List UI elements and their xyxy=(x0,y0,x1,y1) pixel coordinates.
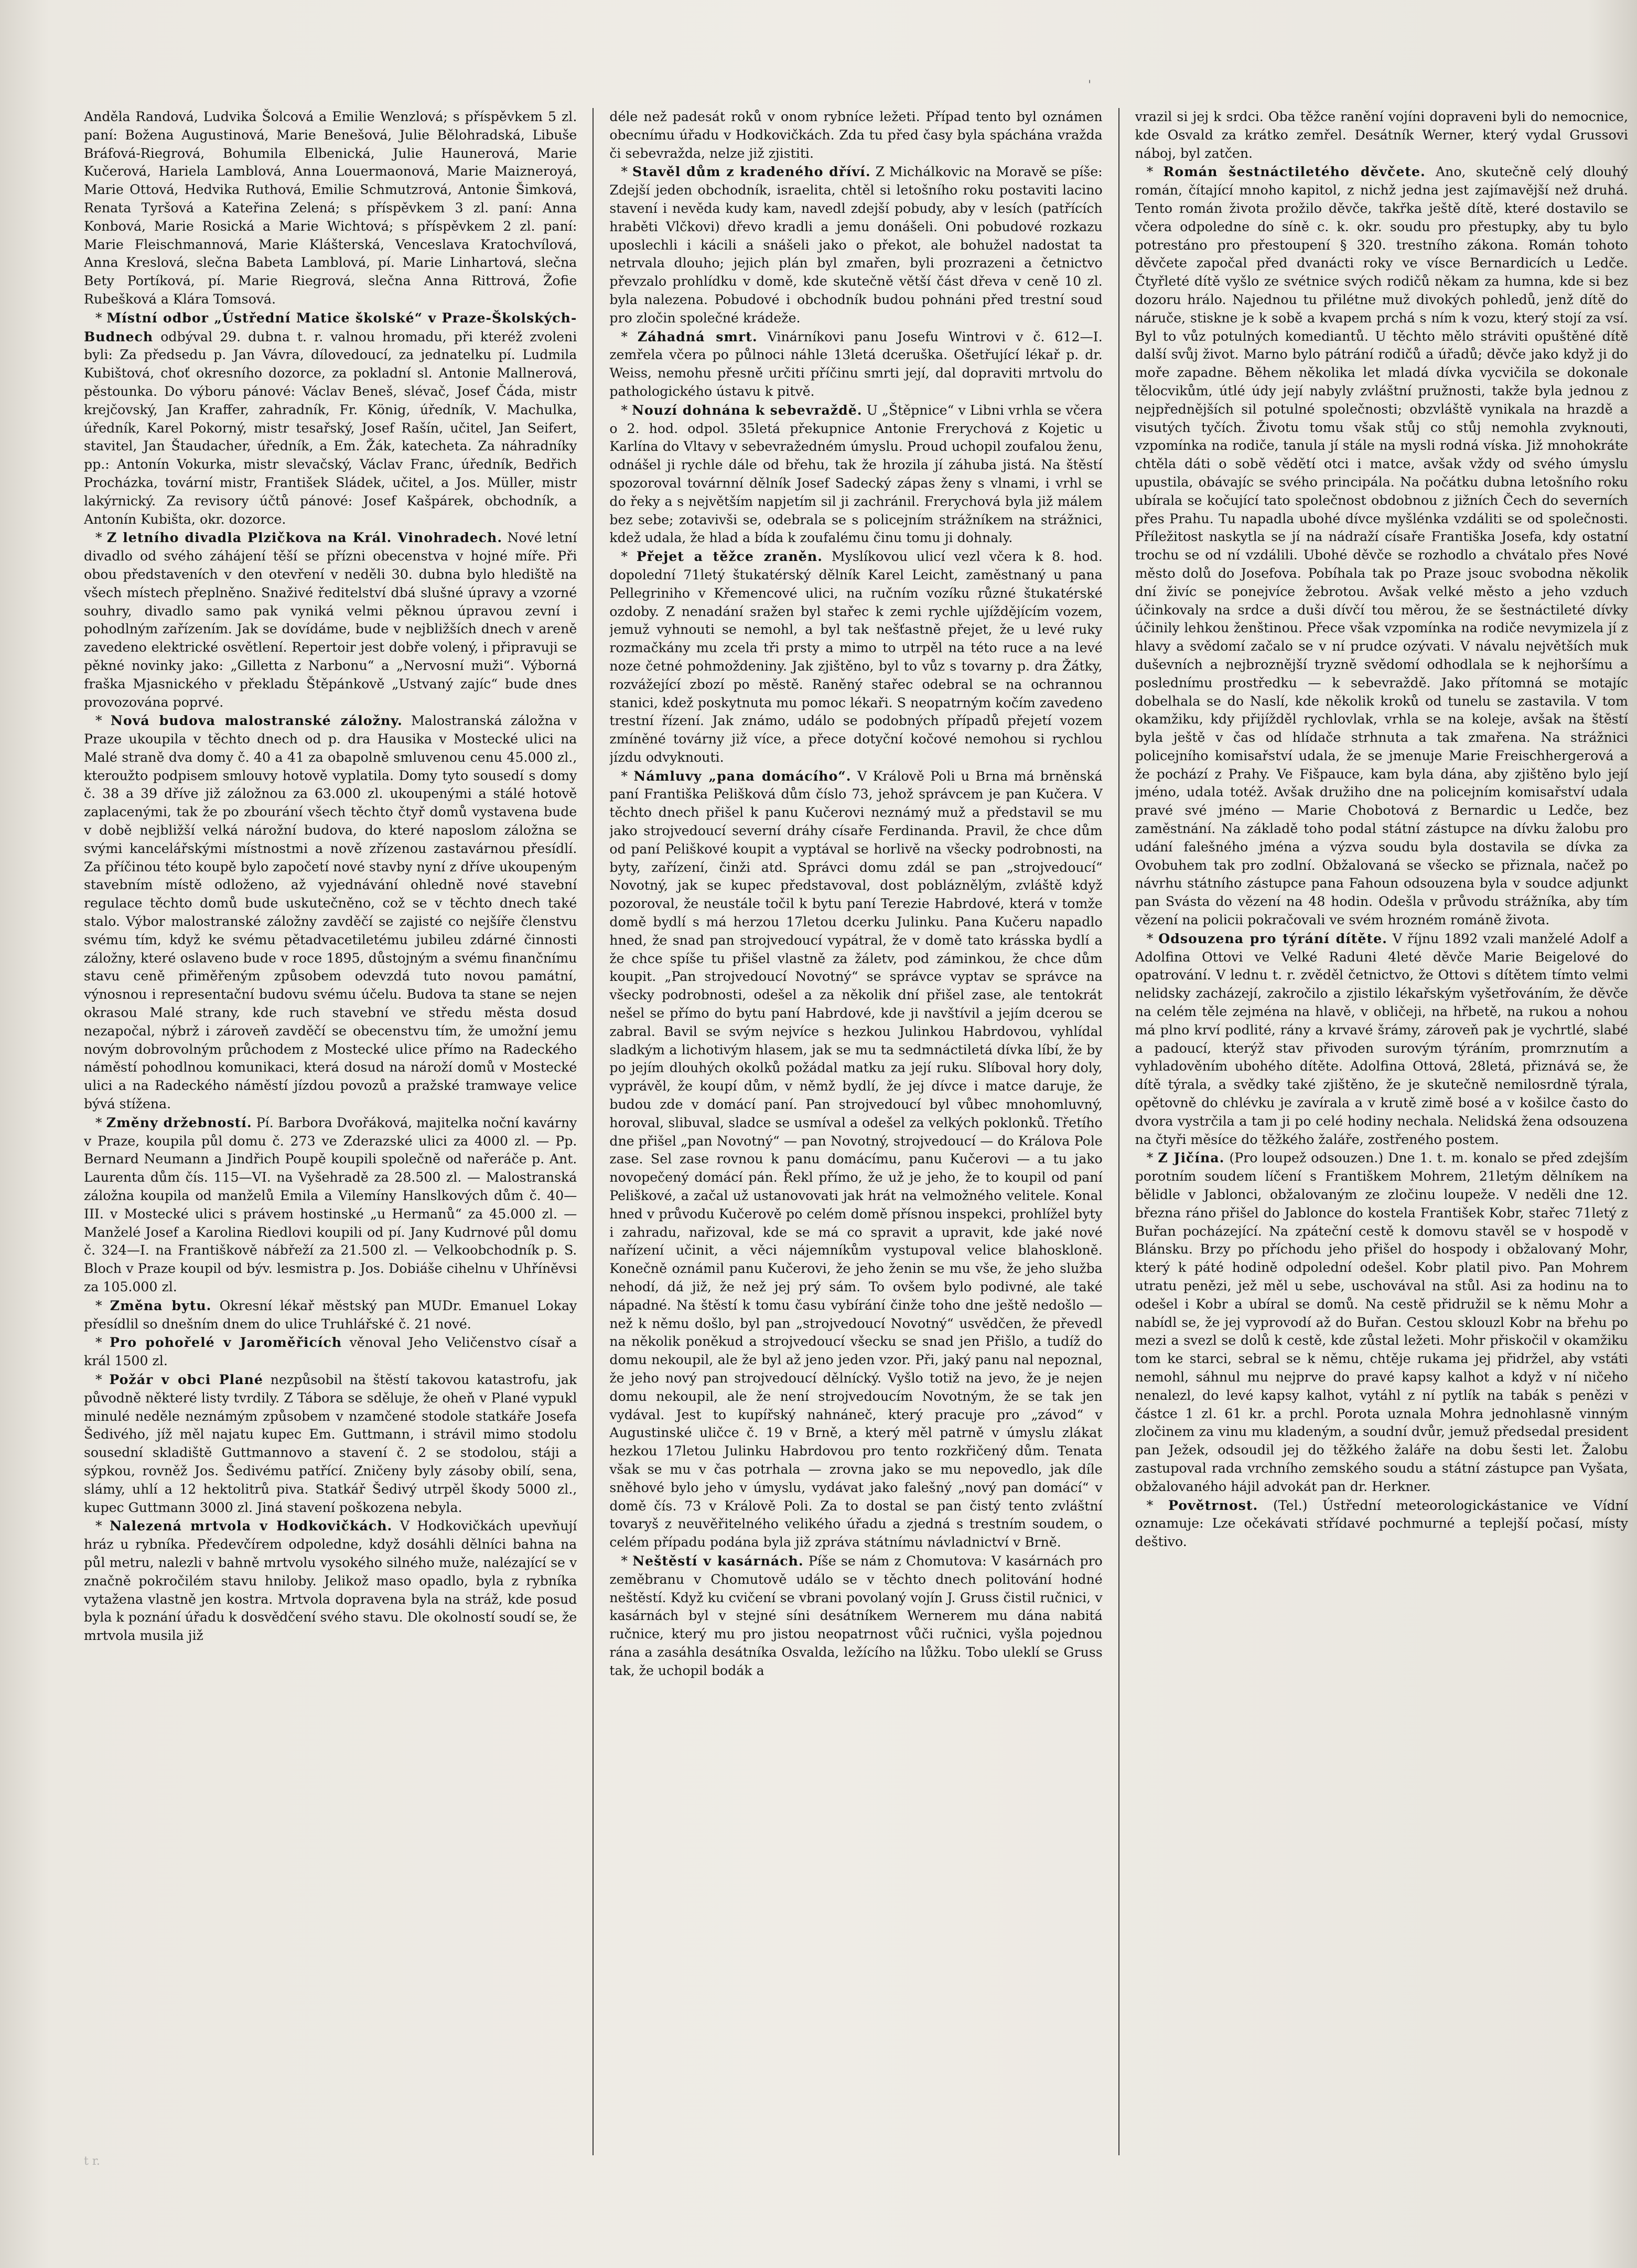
article-bullet: * xyxy=(95,713,111,729)
article-text: (Tel.) Ústřední meteorologickástanice ve Vídní oznamuje: Lze očekávati střídavé pochmurné a teplejší počasí, místy deštivo. xyxy=(1135,1497,1628,1550)
article-text: Vinárníkovi panu Josefu Wintrovi v č. 612—I. zemřela včera po půlnoci náhle 13letá dceruška. Ošetřující lékař p. dr. Weiss, nemohu přesně určiti příčinu smrti její, dal dopraviti mrtvolu do pathologického ústavu k pitvě. xyxy=(609,329,1103,399)
article-heading: Nová budova malostranské záložny. xyxy=(110,712,403,729)
article-paragraph xyxy=(609,163,1102,327)
article-text: Anděla Randová, Ludvika Šolcová a Emilie Wenzlová; s příspěvkem 5 zl. paní: Božena Augustinová, Marie Benešová, Julie Bělohradská, Libuše Bráfová-Riegrová, Bohumila Elbenická, Julie Haunerová, Marie Kučerová, Hariela Lamblová, Anna Louermaonová, Marie Maizneroyá, Marie Ottová, Hedvika Ruthová, Emilie Schmutzrová, Antonie Šimková, Renata Tyršová a Kateřina Zelená; s příspěvkem 3 zl. paní: Anna Konbová, Marie Rosická a Marie Wichtová; s příspěvkem 2 zl. paní: Marie Fleischmannová, Marie Klášterská, Venceslava Kratochvílová, Anna Kreslová, slečna Babeta Lamblová, pí. Marie Linhartová, slečna Bety Portíková, pí. Marie Riegrová, slečna Anna Rittrová, Žofie Rubešková a Klára Tomsová. xyxy=(84,109,577,307)
article-text: Pí. Barbora Dvořáková, majitelka noční kavárny v Praze, koupila půl domu č. 273 ve Zderazské ulici za 4000 zl. — Pp. Bernard Neumann a Jindřich Poupě koupili společně od nařeráče p. Ant. Laurenta dům čís. 115—VI. na Vyšehradě za 28.500 zl. — Malostranská záložna koupila od manželů Emila a Vilemíny Hanslkových dům č. 40—III. v Mostecké ulici s právem hostinské „u Hermanů“ za 45.000 zl. — Manželé Josef a Karolina Riedlovi koupili od pí. Jany Kudrnové půl domu č. 324—I. na Františkově nábřeží za 21.500 zl. — Velkoobchodník p. S. Bloch v Praze koupil od býv. lesmistra p. Jos. Dobiáše cihelnu v Uhříněvsi za 105.000 zl. xyxy=(84,1115,577,1294)
article-heading: Odsouzena pro týrání dítěte. xyxy=(1158,930,1387,946)
article-text: Ano, skutečně celý dlouhý román, čítající mnoho kapitol, z nichž jedna jest zajímavější než druhá. Tento román života prožilo děvče, takřka ještě dítě, které dostavilo se včera odpoledne do síně c. k. okr. soudu pro přestupky, aby tu bylo potrestáno pro přestoupení § 320. trestního zákona. Román tohoto děvčete započal před dvanácti roky ve vísce Bernardicích u Ledče. Čtyřleté dítě vyšlo ze svétnice svých rodičů někam za humna, kde si bez dozoru hrálo. Najednou tu přilétne muž divokých pohledů, jenž dítě do náruče, stiskne je k sobě a kvapem prchá s ním k vozu, který stojí za vsí. Byl to vůz potulných komediantů. U těchto mělo stráviti opuštěné dítě další svůj život. Marno bylo pátrání rodičů a úřadů; děvče jako když ji do moře zapadne. Během několika let mladá dívka vycvičila se dokonale tělocvikům, útlé údy její nabyly zvláštní pružnosti, takže byla jednou z nejpřednějších sil potulné společnosti; obzvláště vynikala na hrazdě a visutých tyčích. Životu tomu však stůj co stůj nemohla zvyknouti, vzpomínka na rodiče, tanula jí stále na mysli rodná víska. Již mnohokráte chtěla dáti o sobě vědětí otci i matce, avšak vždy od svého úmyslu upustila, obávajíc se svého principála. Na počátku dubna letošního roku ubírala se kočující tato společnost obdobnou z jižních Čech do severních přes Prahu. Tu napadla ubohé dívce myšlénka vzdáliti se od společnosti. Příležitost naskytla se jí na nádraží císaře Františka Josefa, kdy ostatní trochu se od ní vzdálili. Ubohé děvče se rozhodlo a chvátalo přes Nové město dolů do Josefova. Pobíhala tak po Praze jsouc svobodna několik dní živíc se ponejvíce žebrotou. Avšak velké město a jeho vzduch účinkovaly na srdce a duši dívčí tou měrou, že se šestnáctileté dívky účinily lehkou ženštinou. Přece však vzpomínka na rodiče nevymizela jí z hlavy a svědomí začalo se v ní prudce ozývati. V návalu největších muk duševních a nejbroznější tryzně svědomí odhodlala se k nejhoršímu a poslednímu prostředku — k sebevraždě. Jako přítomná se motajíc dobelhala se do Naslí, kde několik kroků od tunelu se zastavila. V tom okamžiku, kdy přijížděl rychlovlak, vrhla se na koleje, avšak na štěstí byla ještě v čas od hlídače strhnuta a tak zmařena. Na strážnici policejního komisařství udala, že se jmenuje Marie Freischhergerová a že pochází z Prahy. Ve Fišpauce, kam byla dána, aby zjištěno bylo její jméno, udala totéž. Avšak družiho dne na policejním komisařství udala pravé své jméno — Marie Chobotová z Bernardic u Ledče, bez zaměstnání. Na základě toho podal státní zástupce na dívku žalobu pro udání falešného jména a výzva soudu byla dostavila se dívka za Ovobuhem tak pro zodlní. Obžalovaná se všecko se přiznala, načež po návrhu státního zástupce pana Fahoun odsouzena byla v soudce adjunkt pan Svásta do vězení na 48 hodin. Odešla v průvodu strážníka, aby tím vězení na policii pokračovali ve svém hrozném románě života. xyxy=(1135,164,1628,928)
article-text: Okresní lékař městský pan MUDr. Emanuel Lokay přesídlil so dnešním dnem do ulice Truhlářské č. 21 nové. xyxy=(84,1298,577,1332)
article-text: (Pro loupež odsouzen.) Dne 1. t. m. konalo se před zdejším porotním soudem líčení s Františkem Mohrem, 21letým dělníkem na bělidle v Jablonci, obžalovaným ze zločinu loupeže. V neděli dne 12. března ráno přišel do Jablonce do kostela František Kobr, stařec 71letý z Buřan pocházející. Na zpáteční cestě k domovu stavěl se v hospodě v Blánsku. Brzy po příchodu jeho přišel do hospody i obžalovaný Mohr, který k páté hodině odpolední odešel. Kobr platil pivo. Pan Mohrem utratu penězi, jež měl u sebe, uschovával na stůl. Asi za hodinu na to odešel i Kobr a ubíral se domů. Na cestě přidružil se k němu Mohr a nabídl se, že jej vyprovodí až do Buřan. Cestou sklouzl Kobr na břehu po mezi a svezl se dolů k cestě, kde zůstal ležeti. Mohr přiskočil v okamžiku tom ke starci, sebral se k němu, chtěje rukama jej přidržel, aby vstáti nemohl, sáhnul mu nejprve do pravé kapsy kalhot a když v ní ničeho nenalezl, do levé kapsy kalhot, vytáhl z ní pytlík na tabák s penězi v částce 1 zl. 61 kr. a prchl. Porota uznala Mohra jednohlasně vinným zločinem za vinu mu kladeným, a soudní dvůr, jemuž předsedal president pan Ježek, odsoudil jej do těžkého žaláře na dobu šesti let. Žalobu zastupoval rada vrchního zemského soudu a státní zástupce pan Vyšata, obžalovaného hájil advokát pan dr. Herkner. xyxy=(1135,1150,1628,1494)
article-text: déle než padesát roků v onom rybníce ležeti. Případ tento byl oznámen obecnímu úřadu v Hodkovičkách. Zda tu před časy byla spáchána vražda či sebevražda, nelze již zjistiti. xyxy=(609,109,1103,161)
article-heading: Nouzí dohnána k sebevraždě. xyxy=(631,402,863,418)
article-paragraph xyxy=(84,1297,577,1334)
article-bullet: * xyxy=(95,530,107,546)
article-heading: Změny držebností. xyxy=(106,1114,252,1130)
article-paragraph xyxy=(84,711,577,1114)
article-text: V říjnu 1892 vzali manželé Adolf a Adolfina Ottovi ve Velké Raduni 4leté děvče Marie Beigelové do opatrování. V lednu t. r. zvěděl četnictvo, že Ottovi s dítětem tímto velmi nelidsky zacházejí, zakročilo a zjistilo lékařským vyšetřováním, že děvče na celém těle zejména na hlavě, v obličeji, na hřbetě, na rukou a nohou má plno krví podlité, rány a krvavé šrámy, zároveň pak je vychrtlé, slabé a padoucí, kterýž stav přivoden surovým týráním, promrznutím a vyhladověním ubohého dítěte. Adolfina Ottová, 28letá, přiznává se, že dítě týrala, a svědky také zjištěno, že je skutečně nemilosrdně týrala, opětovně do chlévku je zavírala a v krutě zimě bosé a v košilce často do dvora vystrčila a tam ji po celé hodiny nechala. Nelidská žena odsouzena na čtyři měsíce do těžkého žaláře, zostřeného postem. xyxy=(1135,931,1628,1147)
article-paragraph xyxy=(609,1552,1102,1680)
column-divider-1 xyxy=(593,108,594,2155)
article-text: V Hodkovičkách upevňují hráz u rybníka. Předevčírem odpoledne, když dosáhli dělníci bahna na půl metru, nalezli v bahně mrtvolu vysokého silného muže, nalézající se v značně pokročilém stavu hniloby. Jelikož maso opadlo, byla z rybníka vytažena vlastně jen kostra. Mrtvola dopravena byla na stráž, kde posud byla k poznání úřadu k dosvědčení svého stavu. Dle okolností soudí se, že mrtvola musila již xyxy=(84,1518,577,1644)
article-bullet: * xyxy=(621,164,632,180)
article-heading: Námluvy „pana domácího“. xyxy=(633,768,852,784)
article-text: odbýval 29. dubna t. r. valnou hromadu, při kteréž zvoleni byli: Za předsedu p. Jan Vávra, dílovedoucí, za jednatelku pí. Ludmila Kubištová, choť okresního dozorce, za pokladní sl. Antonie Mallnerová, pěstounka. Do výboru pánové: Václav Beneš, slévač, Josef Čáda, mistr krejčovský, Jan Kraffer, zahradník, Fr. König, úředník, V. Machulka, úředník, Karel Pokorný, mistr tesařský, Josef Rašín, učitel, Jan Seifert, stavitel, Jan Štaudacher, úředník, a Em. Žák, katecheta. Za náhradníky pp.: Antonín Vokurka, mistr slevačský, Václav Franc, úředník, Bedřich Procházka, tovární mistr, František Sládek, učitel, a Jos. Müller, mistr lakýrnický. Za revisory účtů pánové: Josef Kašpárek, obchodník, a Antonín Kubišta, okr. dozorce. xyxy=(84,329,577,527)
article-bullet: * xyxy=(621,768,634,784)
column-right xyxy=(1135,108,1628,2155)
article-heading: Požár v obci Plané xyxy=(109,1371,263,1387)
article-bullet: * xyxy=(95,1518,110,1534)
article-text: U „Štěpnice“ v Libni vrhla se včera o 2. hod. odpol. 35letá překupnice Antonie Frerychová z Kojetic u Karlína do Vltavy v sebevražedném úmyslu. Proud uchopil zoufalou ženu, odnášel ji rychle dále od břehu, tak že hrozila jí záhuba jistá. Na štěstí spozoroval továrnní dělník Josef Sadecký zápas ženy s vlnami, i vrhl se do řeky a s největším napjetím sil ji zachránil. Frerychová byla již málem bez sebe; zotavivši se, odebrala se s policejním strážníkem na strážnici, kdež udala, že hlad a bída k zoufalému činu tomu ji dohnaly. xyxy=(609,402,1103,546)
article-text: nezpůsobil na štěstí takovou katastrofu, jak původně některé listy tvrdily. Z Tábora se sděluje, že oheň v Plané vypukl minulé neděle neznámým způsobem v nzamčené stodole statkáře Josefa Šedivého, jíž měl najatu kupec Em. Guttmann, i strávil mimo stodolu sousední skladiště Guttmannovo a stavení č. 2 se stodolou, stáji a sýpkou, rovněž Jos. Šedivému patřící. Zničeny byly zásoby obilí, sena, slámy, uhlí a 12 hektolitrů piva. Statkář Šedivý utrpěl škody 5000 zl., kupec Guttmann 3000 zl. Jiná stavení poškozena nebyla. xyxy=(84,1371,577,1515)
article-paragraph xyxy=(609,767,1102,1552)
article-heading: Pro pohořelé v Jaroměřicích xyxy=(110,1334,342,1351)
article-paragraph xyxy=(609,328,1102,401)
article-bullet: * xyxy=(95,310,107,326)
article-paragraph xyxy=(84,1517,577,1645)
article-text: věnoval Jeho Veličenstvo císař a král 1500 zl. xyxy=(84,1335,577,1369)
margin-mark-bottom: t r. xyxy=(84,2155,100,2168)
column-divider-2 xyxy=(1118,108,1119,2155)
article-heading: Román šestnáctiletého děvčete. xyxy=(1163,164,1426,180)
article-paragraph xyxy=(84,309,577,529)
article-heading: Místní odbor „Ústřední Matice školské“ v Praze-Školských-Budnech xyxy=(84,309,577,344)
article-heading: Stavěl dům z kradeného dříví. xyxy=(632,164,871,180)
article-heading: Z letního divadla Plzičkova na Král. Vinohradech. xyxy=(106,530,503,546)
article-heading: Nalezená mrtvola v Hodkovičkách. xyxy=(110,1518,393,1534)
article-bullet: * xyxy=(621,402,632,418)
article-paragraph xyxy=(1135,108,1628,163)
article-paragraph xyxy=(1135,1496,1628,1551)
article-bullet: * xyxy=(1146,931,1159,946)
article-paragraph xyxy=(84,1333,577,1370)
margin-mark-top: ' xyxy=(1088,79,1092,92)
column-middle xyxy=(609,108,1102,2155)
article-text: Píše se nám z Chomutova: V kasárnách pro zeměbranu v Chomutově událo se v těchto dnech politování hodné neštěstí. Když ku cvičení se vbrani povolaný vojín J. Gruss čistil ručnici, v kasárnách byl v stejné síni desátníkem Wernerem mu dána nabitá ručnice, který mu pro jistou neopatrnost vůči ručnici, vyšla pojednou rána a zasáhla desátníka Osvalda, ležícího na lůžku. Tobo uleklí se Gruss tak, že uchopil bodák a xyxy=(609,1553,1103,1678)
article-paragraph xyxy=(609,547,1102,767)
article-paragraph xyxy=(84,108,577,309)
article-paragraph xyxy=(84,528,577,711)
article-paragraph xyxy=(1135,930,1628,1149)
article-bullet: * xyxy=(1146,164,1164,180)
article-paragraph xyxy=(1135,1149,1628,1496)
article-paragraph xyxy=(1135,163,1628,929)
article-columns xyxy=(84,108,1628,2155)
article-heading: Z Jičína. xyxy=(1158,1150,1225,1166)
article-bullet: * xyxy=(621,549,637,565)
article-text: Z Michálkovic na Moravě se píše: Zdejší jeden obchodník, israelita, chtěl si letošního roku postaviti lacino stavení i nevěda kudy kam, navedl zdejší pobudy, aby v lesích (patřících hraběti Vlčkovi) dřevo kradli a jemu donášeli. Oni pobudové rozkazu uposlechli i kácili a snášeli jako o překot, ale bohužel nadostat ta netrvala dlouho; jejich plán byl zmařen, byli prozrazeni a četnictvo převzalo prohlídku v domě, kde skutečně větší část dřeva v ceně 10 zl. byla nalezena. Pobudové i obchodník budou pohnáni před trestní soud pro zločin společné krádeže. xyxy=(609,164,1103,326)
article-heading: Přejet a těžce zraněn. xyxy=(636,548,823,565)
article-text: Myslíkovou ulicí vezl včera k 8. hod. dopolední 71letý štukatérský dělník Karel Leicht, zaměstnaný u pana Pellegriniho v Křemencové ulici, na ručním vozíku různé štukatérské ozdoby. Z nenadání sražen byl stařec k zemi rychle ujíždějícím vozem, jemuž vyhnouti se nemohl, a byl tak nešťastně přejet, že u levé ruky rozmačkány mu zcela tři prsty a mimo to utrpěl na této ruce a na levé noze četné pohmoždeniny. Jak zjištěno, byl to vůz s tovarny p. dra Žátky, rozvážející zbozí po městě. Raněný stařec odebral se na ochrannou stanici, kdež poskytnuta mu pomoc lékaři. S neopatrným kočím zavedeno trestní řízení. Jak známo, událo se podobných případů přejetí vozem zmíněné továrny již více, a přece dotyční kočové nemohou si rychlou jízdu odvyknouti. xyxy=(609,549,1103,765)
article-heading: Záhadná smrt. xyxy=(637,328,758,344)
article-heading: Povětrnost. xyxy=(1168,1497,1258,1513)
article-text: Nové letní divadlo od svého záhájení těší se přízni obecenstva v hojné míře. Při obou představeních v den otevření v neděli 30. dubna bylo hlediště na všech místech přeplněno. Snaživé ředitelství dbá slušné úpravy a vzorné souhry, divadlo samo pak vyniká velmi pěknou úpravou zevní i pohodlným zařízením. Jak se dovídáme, bude v nejbližších dnech v areně zavedeno elektrické osvětlení. Repertoir jest dobře volený, i připravuji se pěkné novinky jako: „Gilletta z Narbonu“ a „Nervosní muži“. Výborná fraška Mjasnického v překladu Štěpánkově „Ustvaný zajíc“ bude dnes provozována poprvé. xyxy=(84,530,577,710)
article-paragraph xyxy=(609,401,1102,547)
article-paragraph xyxy=(84,1114,577,1297)
article-text: V Králově Poli u Brna má brněnská paní Františka Pelišková dům číslo 73, jehož správcem je pan Kučera. V těchto dnech přišel k panu Kučerovi neznámý muž a představil se mu jako strojvedoucí severní dráhy císaře Ferdinanda. Pravil, že chce dům od paní Peliškové koupit a vyptával se horlivě na všecky podrobnosti, na byty, zařízení, činži atd. Správci domu zdál se pan „strojvedoucí“ Novotný, jak se kupec představoval, dost pobláznělým, zvláště když pozoroval, že neustále točil k bytu paní Terezie Habrdové, která v tomže domě bydlí s má herzou 17letou dcerku Julinku. Pana Kučeru napadlo hned, že snad pan strojvedoucí vypátral, že v domě tato krásska bydlí a že chce spíše tu přišel vlastně za žáletv, pod záminkou, že chce dům koupit. „Pan strojvedoucí Novotný“ se správce vyptav se správce na všecky podrobnosti, odešel a za několik dní přišel zase, ale tentokrát nešel se přímo do bytu paní Habrdové, kde ji navštívil a jejím dcerou se zabral. Bavil se svým nejvíce s hezkou Julinkou Habrdovou, vyhlídal sladkým a lichotivým hlasem, jak se mu ta sedmnáctiletá dívka líbí, že by po jejím dlouhých okolků požádal matku za její ruku. Slíboval hory doly, vyprávěl, že koupí dům, v němž bydlí, že jej dívce i matce daruje, že budou zde v domácí paní. Pan strojvedoucí byl vůbec mnohomluvný, horoval, slibuval, sladce se usmíval a odešel za velkých poklonků. Třetího dne přišel „pan Novotný“ — pan Novotný, strojvedoucí — do Králova Pole zase. Sel zase rovnou k panu domácímu, panu Kučerovi — a tu jako novopečený domácí pán. Řekl přímo, že už je jeho, že to koupil od paní Peliškové, a začal už ustanovovati jak hrát na velmožného velitele. Konal hned v průvodu Kučerově po celém domě přísnou inspekci, prohlížel byty i zahradu, nařizoval, kde se má co spravit a upravit, kde jaké nové nařízení učinit, a věci nájemníkům vystupoval velice blahoskloně. Konečně oznámil panu Kučerovi, že jeho ženin se mu vše, že jeho služba nehodí, dá již, že než jej prý sám. To ovšem bylo podivné, ale také nápadné. Na štěstí k tomu času vybírání činže toho dne ještě nedošlo — než k němu došlo, byl pan „strojvedoucí Novotný“ usvědčen, že převedl na několik poněkud a strojvedoucí všecku se snad jen Přišlo, a tudíž do domu nekoupil, ale že byl až jeno jeden vzor. Při, jaký panu nal nepoznal, že jeho nový pan strojvedoucí dělnícký. Vyšlo totiž na jevo, že je nejen domu nekoupil, ale že není strojvedoucím Novotným, že se tak jen vydával. Jest to kupířský nahnáneč, který pracuje pro „závod“ v Augustinské uličce č. 19 v Brně, a který měl patrně v úmyslu zlákat hezkou 17letou Julinku Habrdovou pro tento rozkřičený dům. Tenata však se mu v čas potrhala — zrovna jako se mu nepovedlo, jak díle sněhové bylo jeho v úmyslu, vydávat jako falešný „nový pan domácí“ v domě čís. 73 v Králově Poli. Za to dostal se pan čistý tento zvláštní tovaryš z neuvěřitelného velikého úřadu a zjedná s trestním soudem, o celém případu podána byla již zpráva státnímu návladnictví v Brně. xyxy=(609,768,1103,1550)
article-bullet: * xyxy=(95,1371,110,1387)
article-text: Malostranská záložna v Praze ukoupila v těchto dnech od p. dra Hausika v Mostecké ulici na Malé straně dva domy č. 40 a 41 za obapolně smluvenou cenu 45.000 zl., kteroužto podpisem smlouvy hotově vyplatila. Domy tyto sousedí s domy č. 38 a 39 dříve již záložnou za 63.000 zl. ukoupenými a stálé hotově zaplacenými, tak že po zbourání všech těchto čtyř domů vystavena bude v době nejbližší velká nárožní budova, do které naposlom záložna se svými kancelářskými místnostmi a nově zřízenou zastavárnou přesídlí. Za příčinou této koupě bylo započetí nové stavby nyní z dříve ukoupeným stavebním místě odloženo, až vyjednávání ohledně nové stavební regulace těchto domů bude uskutečněno, což se v těchto dnech také stalo. Výbor malostranské záložny zavděčí se zajisté co nejšíře členstvu svému tím, když ke svému pětadvacetiletému jubileu zdárné činnosti záložny, které oslaveno bude v roce 1895, důstojným a svému finančnímu stavu ceně přiměřeným způsobem odevzdá tuto novou památní, výnosnou i representační budovu svému účelu. Budova ta stane se nejen okrasou Malé strany, kde ruch stavební ve středu města dosud nezapočal, nýbrž i zároveň zavděčí se obecenstvu tím, že umožní jemu novým dobrovolným průchodem z Mostecké ulice přímo na Radeckého náměstí pohodlnou komunikaci, která dosud na nároží domů v Mostecké ulici a na Radeckého náměstí jízdou povozů a pražské tramwaye velice bývá stížena. xyxy=(84,713,577,1112)
article-bullet: * xyxy=(621,1553,633,1569)
article-heading: Změna bytu. xyxy=(110,1297,212,1313)
article-bullet: * xyxy=(95,1298,110,1313)
article-bullet: * xyxy=(95,1115,106,1130)
article-bullet: * xyxy=(95,1335,110,1351)
article-bullet: * xyxy=(1146,1150,1158,1166)
article-heading: Neštěstí v kasárnách. xyxy=(632,1552,804,1569)
article-bullet: * xyxy=(621,329,638,344)
article-paragraph xyxy=(84,1370,577,1517)
column-left xyxy=(84,108,577,2155)
article-paragraph xyxy=(609,108,1102,163)
article-bullet: * xyxy=(1146,1497,1168,1513)
article-text: vrazil si jej k srdci. Oba těžce ranění vojíni dopraveni byli do nemocnice, kde Osvald za krátko zemřel. Desátník Werner, který vydal Grussovi náboj, byl zatčen. xyxy=(1135,109,1628,161)
